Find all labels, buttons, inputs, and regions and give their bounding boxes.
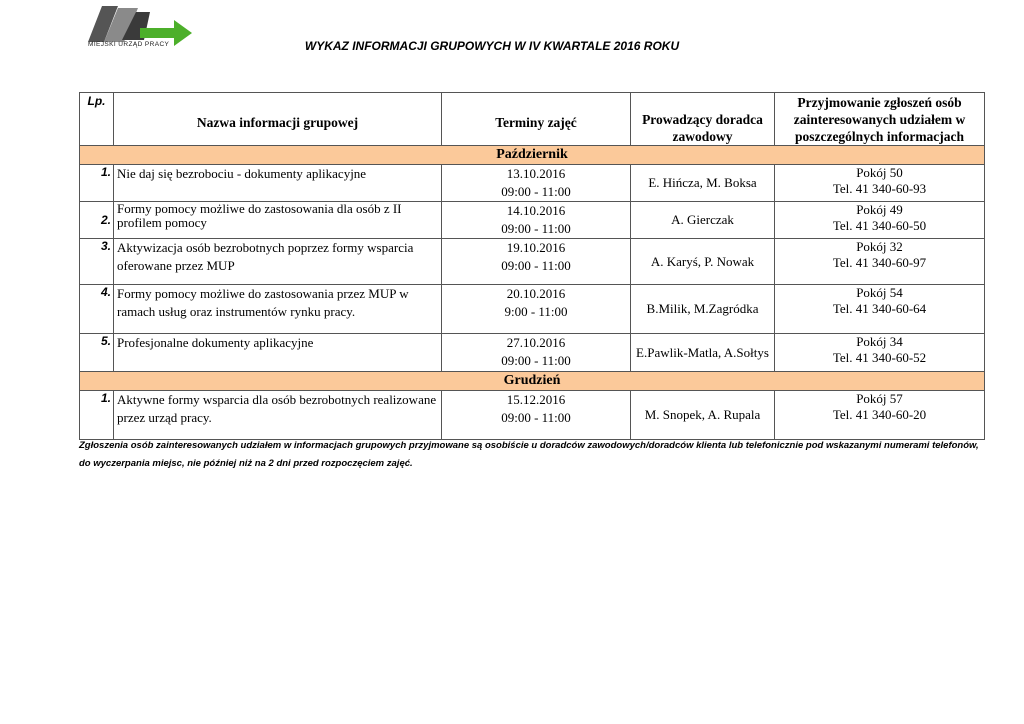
row-lp: 1. [80, 165, 114, 202]
row-date: 13.10.2016 [506, 166, 566, 181]
row-leader: A. Gierczak [631, 202, 775, 239]
header-name: Nazwa informacji grupowej [114, 93, 442, 146]
row-time: 09:00 - 11:00 [501, 221, 571, 236]
row-date: 27.10.2016 [506, 335, 566, 350]
row-term [442, 165, 631, 202]
table-row [80, 202, 985, 239]
row-registration [775, 391, 985, 440]
row-term [442, 285, 631, 334]
row-term [442, 239, 631, 285]
row-room: Pokój 32 [856, 239, 903, 254]
table-row [80, 239, 985, 285]
footer-note: Zgłoszenia osób zainteresowanych udziałem w informacjach grupowych przyjmowane są osobiście u doradców zawodowych/doradców klienta lub telefonicznie pod wskazanymi numerami telefonów, do wyczerpania miejsc, nie później niż na 2 dni przed rozpoczęciem zajęć. [79, 440, 979, 469]
row-room: Pokój 50 [856, 165, 903, 180]
row-phone: Tel. 41 340-60-64 [832, 301, 927, 316]
row-date: 19.10.2016 [506, 240, 566, 255]
row-time: 09:00 - 11:00 [501, 410, 571, 425]
row-registration [775, 165, 985, 202]
header-lp: Lp. [80, 93, 114, 146]
row-term [442, 334, 631, 372]
row-time: 09:00 - 11:00 [501, 353, 571, 368]
row-room: Pokój 57 [856, 391, 903, 406]
row-lp: 5. [80, 334, 114, 372]
row-name: Profesjonalne dokumenty aplikacyjne [114, 334, 442, 372]
group-info-table [79, 92, 985, 440]
row-time: 09:00 - 11:00 [501, 258, 571, 273]
row-term [442, 202, 631, 239]
row-name: Aktywizacja osób bezrobotnych poprzez formy wsparcia oferowane przez MUP [114, 239, 442, 285]
row-lp: 4. [80, 285, 114, 334]
row-registration [775, 334, 985, 372]
table-row [80, 285, 985, 334]
row-lp: 2. [80, 202, 114, 239]
row-lp: 1. [80, 391, 114, 440]
row-leader: M. Snopek, A. Rupala [631, 391, 775, 440]
row-room: Pokój 34 [856, 334, 903, 349]
row-registration [775, 285, 985, 334]
row-phone: Tel. 41 340-60-20 [832, 407, 927, 422]
row-phone: Tel. 41 340-60-50 [832, 218, 927, 233]
table-row [80, 165, 985, 202]
row-leader: A. Karyś, P. Nowak [631, 239, 775, 285]
row-room: Pokój 49 [856, 202, 903, 217]
row-room: Pokój 54 [856, 285, 903, 300]
row-term [442, 391, 631, 440]
row-name: Formy pomocy możliwe do zastosowania dla osób z II profilem pomocy [114, 202, 442, 239]
row-name: Formy pomocy możliwe do zastosowania przez MUP w ramach usług oraz instrumentów rynku pracy. [114, 285, 442, 334]
row-leader: E. Hińcza, M. Boksa [631, 165, 775, 202]
header-registration: Przyjmowanie zgłoszeń osób zainteresowanych udziałem w poszczególnych informacjach [775, 93, 985, 146]
row-name: Nie daj się bezrobociu - dokumenty aplikacyjne [114, 165, 442, 202]
row-time: 09:00 - 11:00 [501, 184, 571, 199]
row-name: Aktywne formy wsparcia dla osób bezrobotnych realizowane przez urząd pracy. [114, 391, 442, 440]
row-phone: Tel. 41 340-60-52 [832, 350, 927, 365]
row-phone: Tel. 41 340-60-93 [832, 181, 927, 196]
row-date: 20.10.2016 [506, 286, 566, 301]
month-row-december [80, 372, 985, 391]
row-date: 14.10.2016 [506, 203, 566, 218]
row-lp: 3. [80, 239, 114, 285]
row-leader: B.Milik, M.Zagródka [631, 285, 775, 334]
month-label: Październik [80, 146, 985, 165]
table-row [80, 334, 985, 372]
document-title: WYKAZ INFORMACJI GRUPOWYCH W IV KWARTALE 2016 ROKU [304, 39, 680, 53]
row-registration [775, 239, 985, 285]
header-terms: Terminy zajęć [442, 93, 631, 146]
table-row [80, 391, 985, 440]
row-time: 9:00 - 11:00 [504, 304, 568, 319]
month-row-october [80, 146, 985, 165]
logo-text: MIEJSKI URZĄD PRACY [88, 41, 170, 48]
header-leader: Prowadzący doradca zawodowy [631, 93, 775, 146]
month-label: Grudzień [80, 372, 985, 391]
row-date: 15.12.2016 [506, 392, 566, 407]
row-phone: Tel. 41 340-60-97 [832, 255, 927, 270]
row-leader: E.Pawlik-Matla, A.Sołtys [631, 334, 775, 372]
row-registration [775, 202, 985, 239]
